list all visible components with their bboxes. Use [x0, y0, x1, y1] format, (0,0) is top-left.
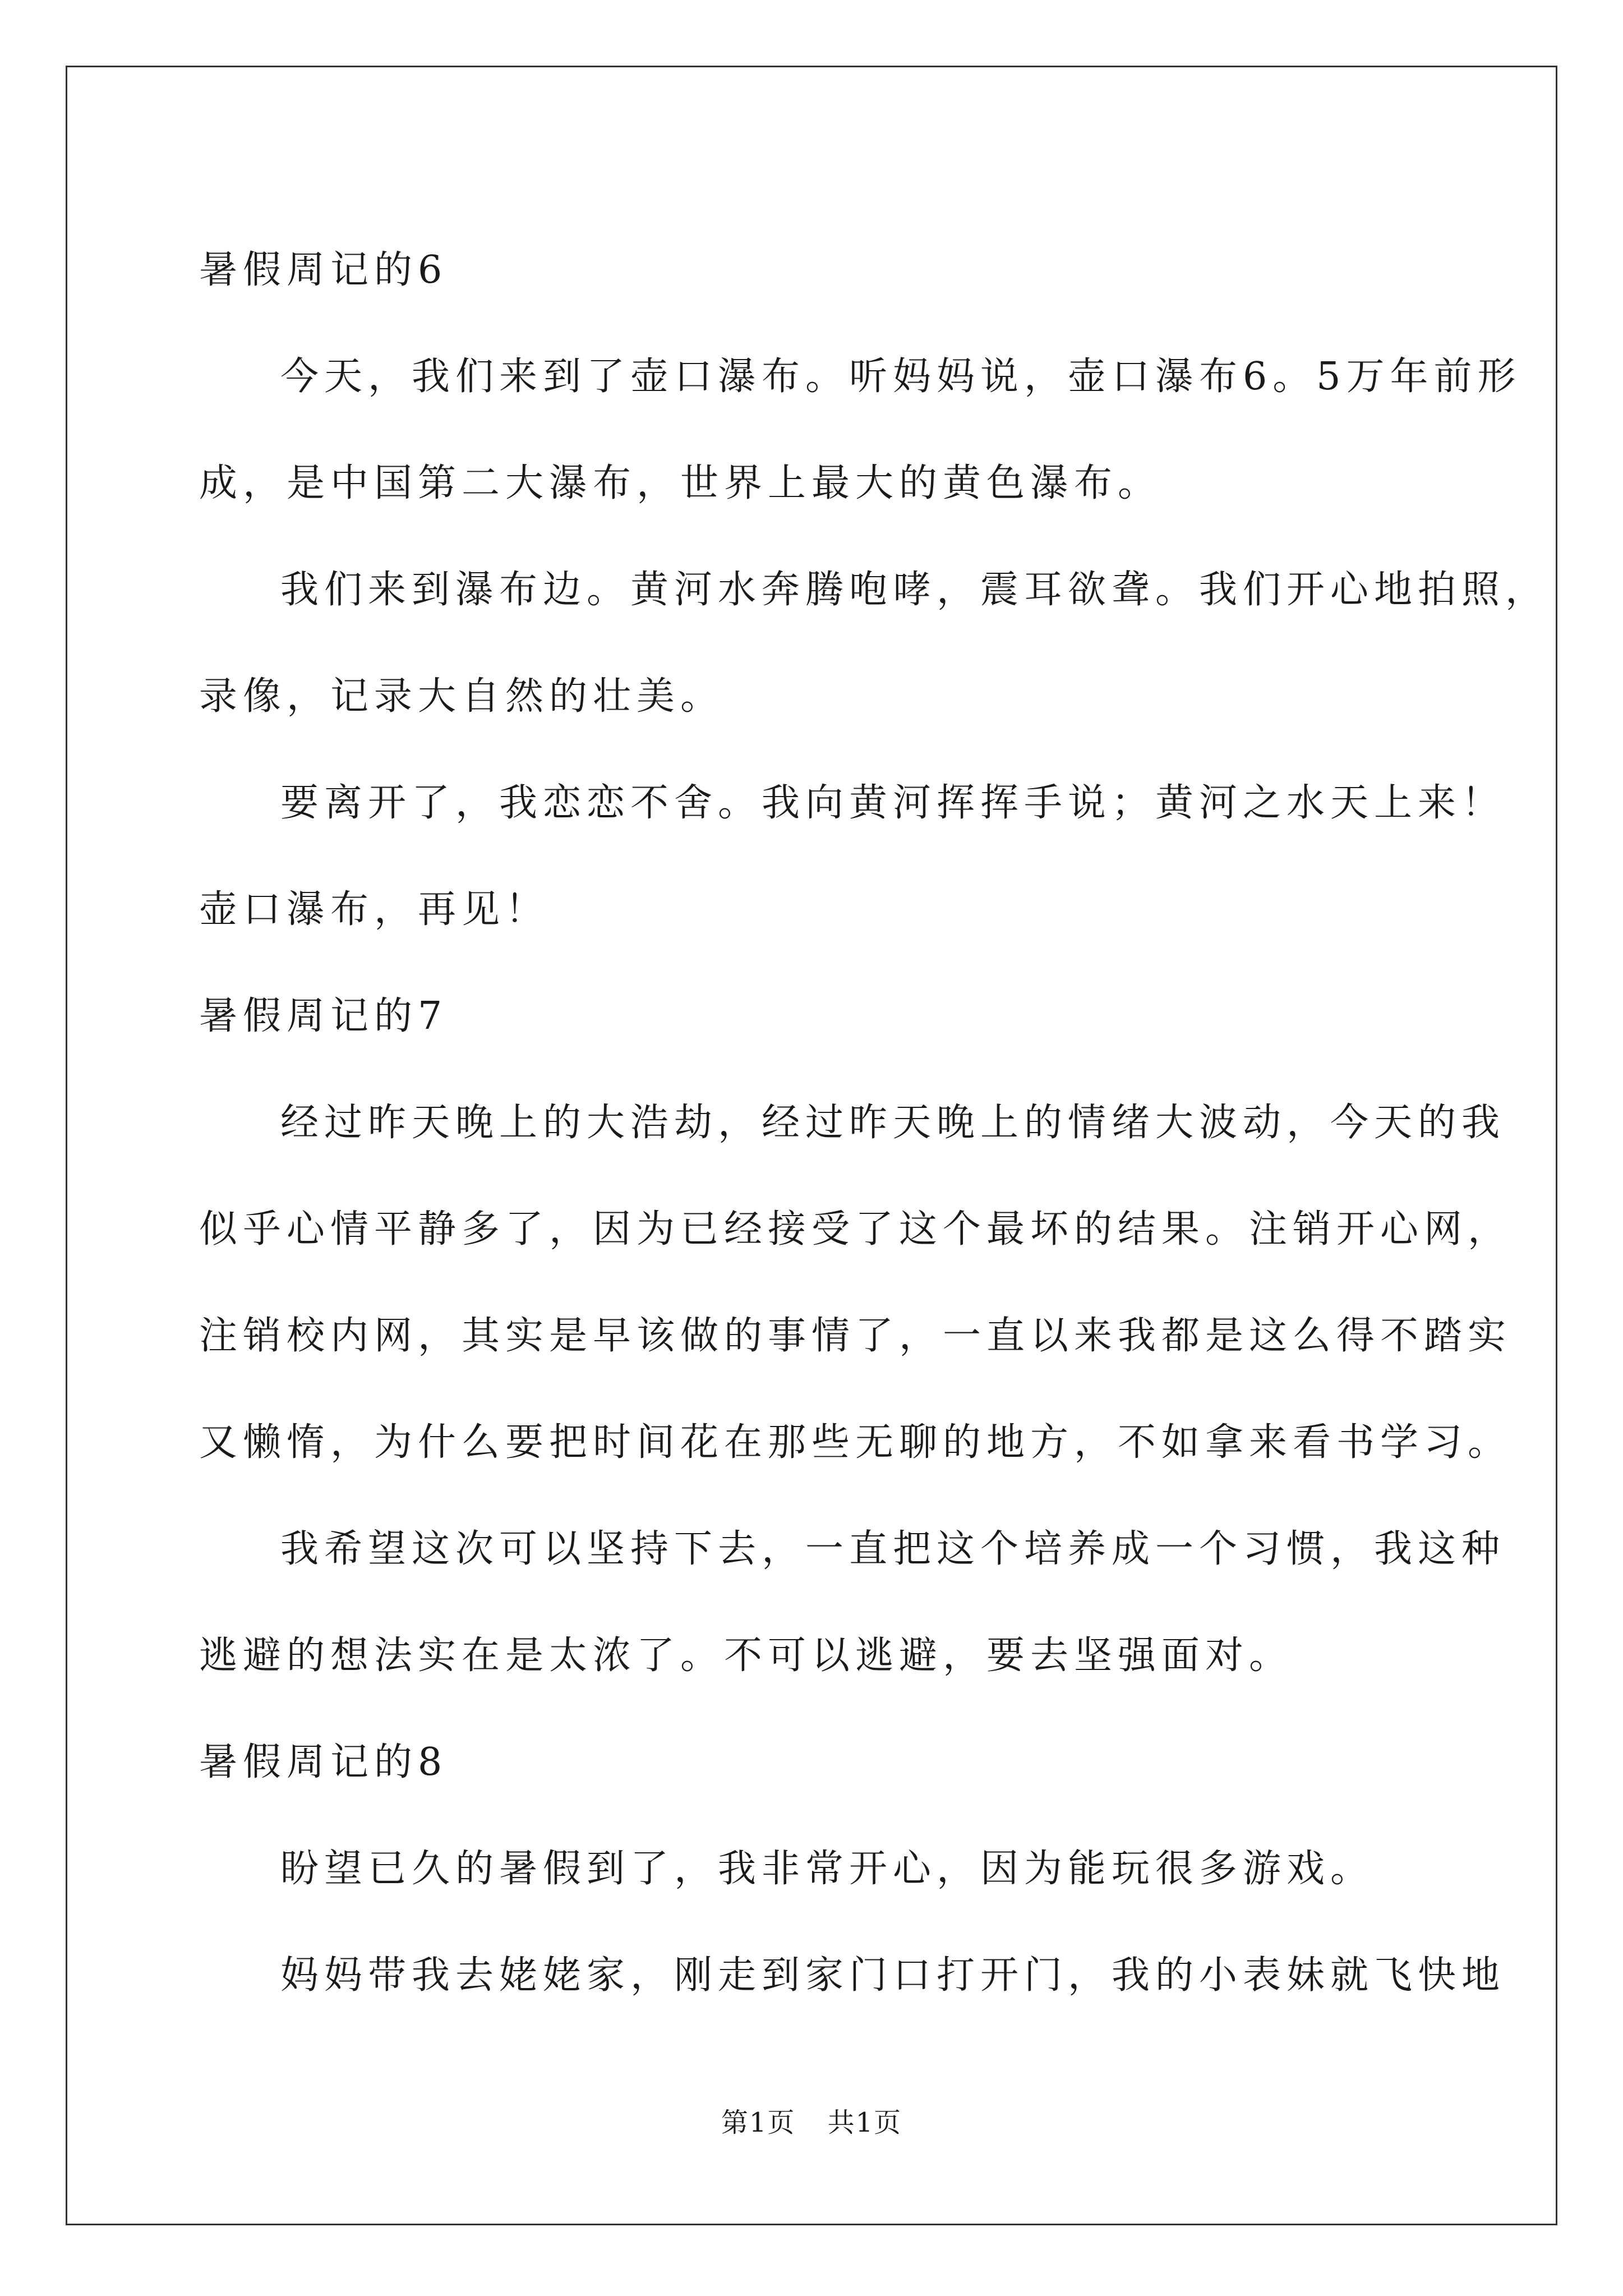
paragraph-line: 似乎心情平静多了，因为已经接受了这个最坏的结果。注销开心网，	[199, 1207, 1512, 1251]
paragraph-line: 逃避的想法实在是太浓了。不可以逃避，要去坚强面对。	[199, 1633, 1293, 1678]
paragraph-line: 盼望已久的暑假到了，我非常开心，因为能玩很多游戏。	[280, 1846, 1375, 1891]
section-heading: 暑假周记的6	[199, 247, 448, 292]
paragraph-line: 壶口瀑布，再见！	[199, 887, 550, 932]
paragraph-line: 妈妈带我去姥姥家，刚走到家门口打开门，我的小表妹就飞快地	[280, 1953, 1506, 1998]
section-heading: 暑假周记的7	[199, 993, 448, 1038]
paragraph-line: 今天，我们来到了壶口瀑布。听妈妈说，壶口瀑布6。5万年前形	[280, 354, 1521, 399]
paragraph-line: 又懒惰，为什么要把时间花在那些无聊的地方，不如拿来看书学习。	[199, 1420, 1512, 1465]
paragraph-line: 录像，记录大自然的壮美。	[199, 674, 725, 719]
paragraph-line: 经过昨天晚上的大浩劫，经过昨天晚上的情绪大波动，今天的我	[280, 1100, 1506, 1145]
paragraph-line: 我们来到瀑布边。黄河水奔腾咆哮，震耳欲聋。我们开心地拍照，	[280, 567, 1550, 612]
page-number: 第1页	[721, 2107, 796, 2138]
page-footer	[0, 2101, 1623, 2139]
section-heading: 暑假周记的8	[199, 1740, 448, 1784]
paragraph-line: 我希望这次可以坚持下去，一直把这个培养成一个习惯，我这种	[280, 1526, 1506, 1571]
page-total: 共1页	[827, 2107, 902, 2138]
document-body	[199, 213, 1550, 2025]
paragraph-line: 要离开了，我恋恋不舍。我向黄河挥挥手说；黄河之水天上来！	[280, 780, 1506, 825]
paragraph-line: 注销校内网，其实是早该做的事情了，一直以来我都是这么得不踏实	[199, 1313, 1512, 1358]
paragraph-line: 成，是中国第二大瀑布，世界上最大的黄色瀑布。	[199, 461, 1162, 505]
